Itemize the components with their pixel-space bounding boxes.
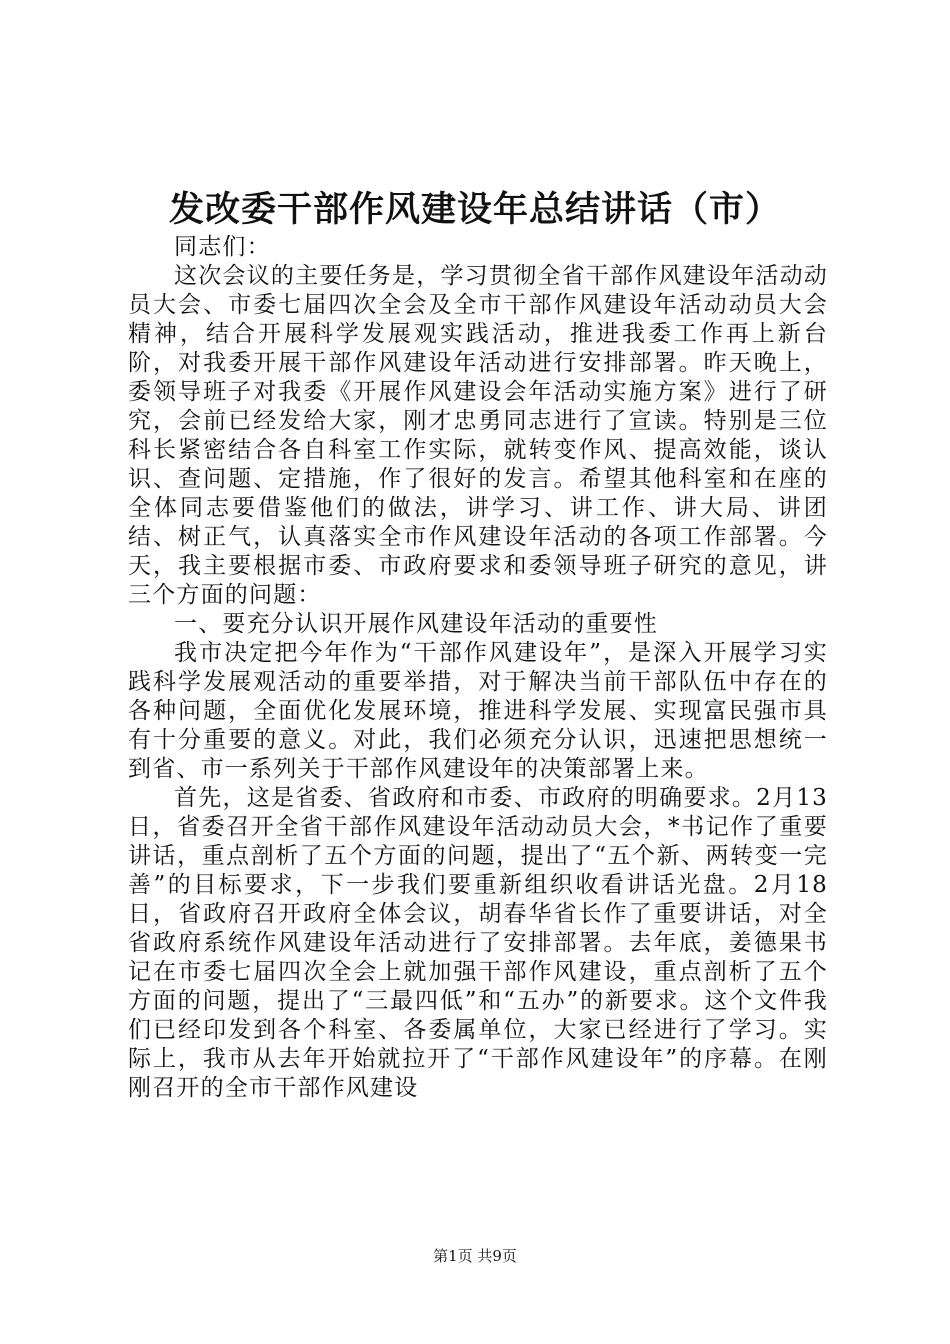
document-body — [128, 233, 828, 1103]
paragraph-importance: 我市决定把今年作为“干部作风建设年”，是深入开展学习实践科学发展观活动的重要举措，对于解决当前干部队伍中存在的各种问题，全面优化发展环境，推进科学发展、实现富民强市具有十分重要的意义。对此，我们必须充分认识，迅速把思想统一到省、市一系列关于干部作风建设年的决策部署上来。 — [128, 640, 828, 782]
paragraph-first-point: 首先，这是省委、省政府和市委、市政府的明确要求。2月13日，省委召开全省干部作风建设年活动动员大会，*书记作了重要讲话，重点剖析了五个方面的问题，提出了“五个新、两转变一完善”的目标要求，下一步我们要重新组织收看讲话光盘。2月18日，省政府召开政府全体会议，胡春华省长作了重要讲话，对全省政府系统作风建设年活动进行了安排部署。去年底，姜德果书记在市委七届四次全会上就加强干部作风建设，重点剖析了五个方面的问题，提出了“三最四低”和“五办”的新要求。这个文件我们已经印发到各个科室、各委属单位，大家已经进行了学习。实际上，我市从去年开始就拉开了“干部作风建设年”的序幕。在刚刚召开的全市干部作风建设 — [128, 785, 828, 1101]
document-title: 发改委干部作风建设年总结讲话（市） — [168, 190, 781, 230]
section-heading-1: 一、要充分认识开展作风建设年活动的重要性 — [174, 611, 658, 637]
salutation: 同志们： — [174, 234, 271, 260]
page-footer: 第1页 共9页 — [433, 1247, 517, 1265]
paragraph-intro: 这次会议的主要任务是，学习贯彻全省干部作风建设年活动动员大会、市委七届四次全会及全市干部作风建设年活动动员大会精神，结合开展科学发展观实践活动，推进我委工作再上新台阶，对我委开展干部作风建设年活动进行安排部署。昨天晚上，委领导班子对我委《开展作风建设会年活动实施方案》进行了研究，会前已经发给大家，刚才忠勇同志进行了宣读。特别是三位科长紧密结合各自科室工作实际，就转变作风、提高效能，谈认识、查问题、定措施，作了很好的发言。希望其他科室和在座的全体同志要借鉴他们的做法，讲学习、讲工作、讲大局、讲团结、树正气，认真落实全市作风建设年活动的各项工作部署。今天，我主要根据市委、市政府要求和委领导班子研究的意见，讲三个方面的问题： — [128, 263, 828, 608]
